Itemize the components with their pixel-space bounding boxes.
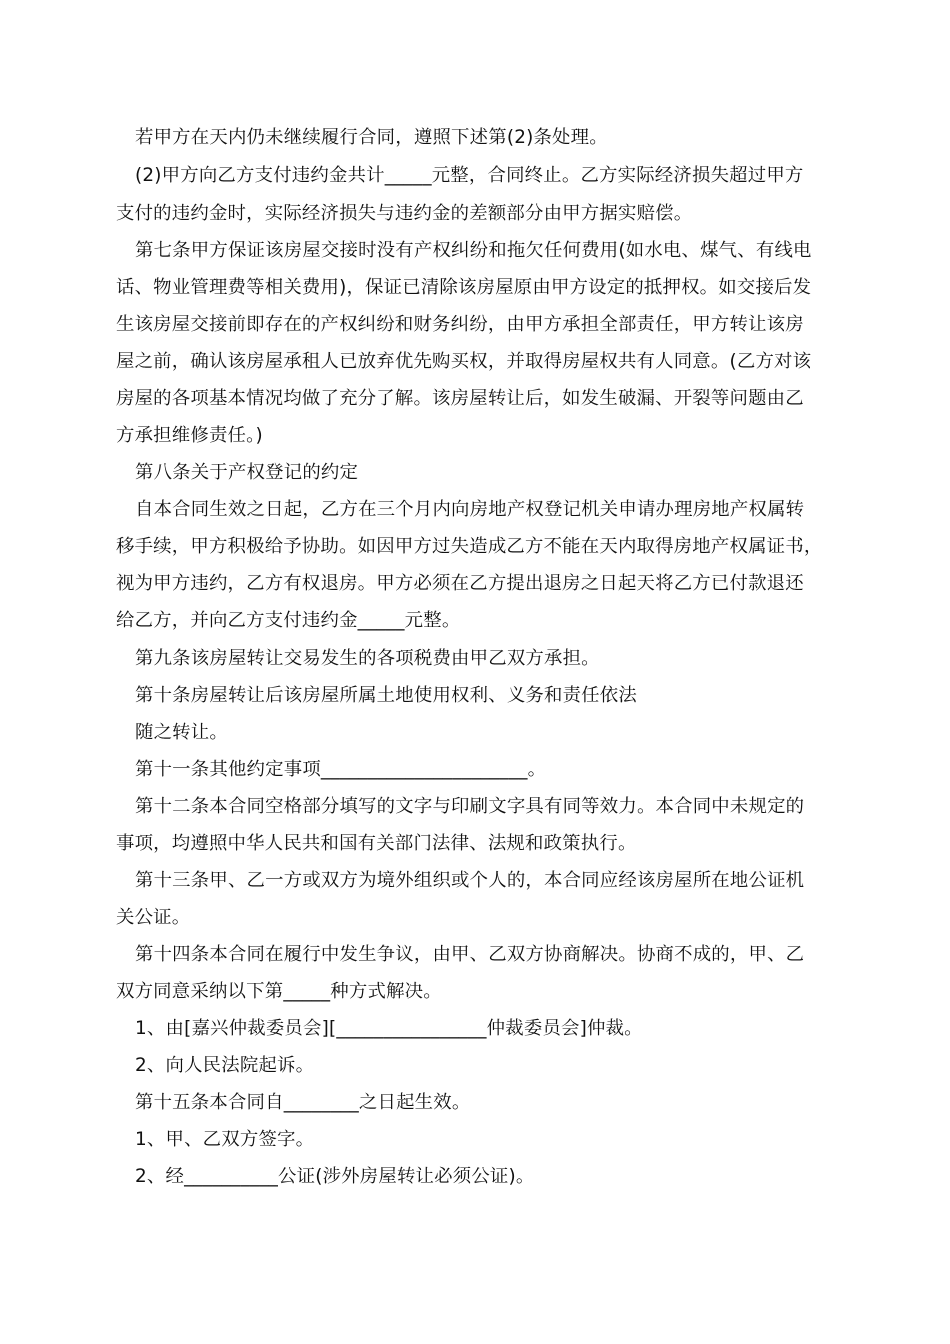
text-line: 屋之前，确认该房屋承租人已放弃优先购买权，并取得房屋权共有人同意。(乙方对该: [116, 351, 812, 372]
text-line: 给乙方，并向乙方支付违约金_____元整。: [116, 610, 461, 631]
list-item: 2、向人民法院起诉。: [135, 1055, 315, 1076]
text-line: 方承担维修责任。): [116, 425, 263, 446]
text-line: 生该房屋交接前即存在的产权纠纷和财务纠纷，由甲方承担全部责任，甲方转让该房: [116, 314, 804, 335]
text-line: 第十条房屋转让后该房屋所属土地使用权利、义务和责任依法: [135, 685, 637, 706]
text-line: 第十四条本合同在履行中发生争议，由甲、乙双方协商解决。协商不成的，甲、乙: [135, 944, 805, 965]
text-line: 移手续，甲方积极给予协助。如因甲方过失造成乙方不能在天内取得房地产权属证书，: [116, 536, 823, 557]
text-line: 第十五条本合同自________之日起生效。: [135, 1092, 471, 1113]
text-line: 自本合同生效之日起，乙方在三个月内向房地产权登记机关申请办理房地产权属转: [135, 499, 805, 520]
text-line: 支付的违约金时，实际经济损失与违约金的差额部分由甲方据实赔偿。: [116, 203, 693, 224]
list-item: 2、经__________公证(涉外房屋转让必须公证)。: [135, 1166, 535, 1187]
text-line: 第九条该房屋转让交易发生的各项税费由甲乙双方承担。: [135, 648, 600, 669]
text-line: 视为甲方违约，乙方有权退房。甲方必须在乙方提出退房之日起天将乙方已付款退还: [116, 573, 804, 594]
text-line: 房屋的各项基本情况均做了充分了解。该房屋转让后，如发生破漏、开裂等问题由乙: [116, 388, 804, 409]
text-line: 第十一条其他约定事项______________________。: [135, 759, 547, 780]
text-line: (2)甲方向乙方支付违约金共计_____元整，合同终止。乙方实际经济损失超过甲方: [135, 165, 804, 186]
text-line: 第十二条本合同空格部分填写的文字与印刷文字具有同等效力。本合同中未规定的: [135, 796, 805, 817]
list-item: 1、甲、乙双方签字。: [135, 1129, 315, 1150]
text-line: 话、物业管理费等相关费用)，保证已清除该房屋原由甲方设定的抵押权。如交接后发: [116, 277, 812, 298]
section-heading: 第八条关于产权登记的约定: [135, 462, 359, 483]
list-item: 1、由[嘉兴仲裁委员会][________________仲裁委员会]仲裁。: [135, 1018, 643, 1039]
text-line: 关公证。: [116, 907, 191, 928]
text-line: 第七条甲方保证该房屋交接时没有产权纠纷和拖欠任何费用(如水电、煤气、有线电: [135, 240, 812, 261]
text-line: 双方同意采纳以下第_____种方式解决。: [116, 981, 442, 1002]
text-line: 随之转让。: [135, 722, 228, 743]
text-line: 若甲方在天内仍未继续履行合同，遵照下述第(2)条处理。: [135, 127, 608, 148]
text-line: 第十三条甲、乙一方或双方为境外组织或个人的，本合同应经该房屋所在地公证机: [135, 870, 805, 891]
text-line: 事项，均遵照中华人民共和国有关部门法律、法规和政策执行。: [116, 833, 637, 854]
